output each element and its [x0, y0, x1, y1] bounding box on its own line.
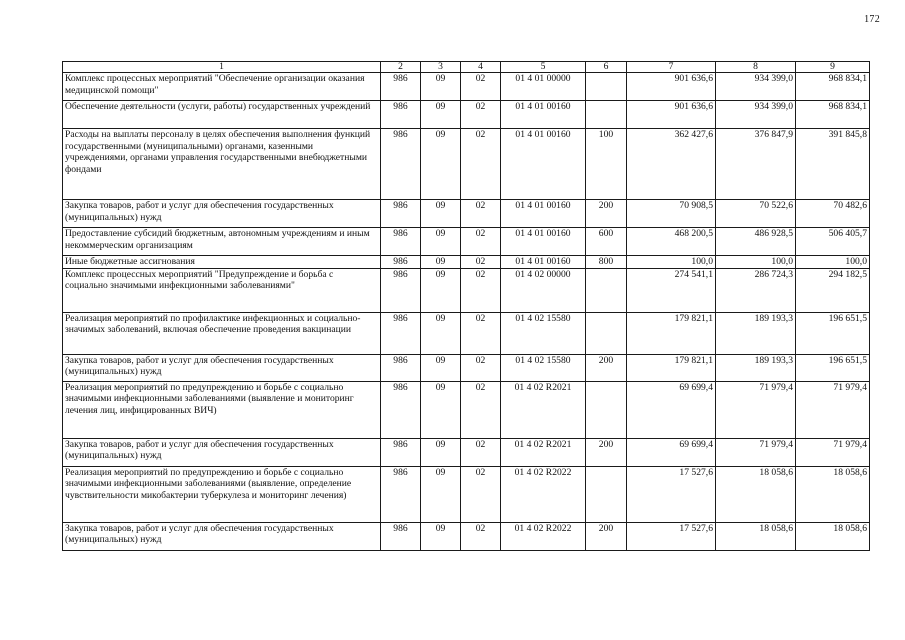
table-row [63, 256, 870, 269]
row-amount-year3-cell: 391 845,8 [796, 129, 870, 200]
row-code-gov-cell: 986 [381, 381, 421, 438]
row-amount-year2-cell: 70 522,6 [716, 200, 796, 228]
row-amount-year2-cell: 376 847,9 [716, 129, 796, 200]
row-subsection-cell: 02 [461, 522, 501, 550]
row-amount-year3-cell: 968 834,1 [796, 73, 870, 101]
table-row [63, 101, 870, 129]
table-row [63, 438, 870, 466]
row-code-gov-cell: 986 [381, 200, 421, 228]
table-row [63, 129, 870, 200]
row-amount-year2-cell: 18 058,6 [716, 466, 796, 522]
table-row [63, 381, 870, 438]
row-code-gov-cell: 986 [381, 101, 421, 129]
row-amount-year2-cell: 18 058,6 [716, 522, 796, 550]
row-amount-year3-cell: 196 651,5 [796, 354, 870, 381]
row-amount-year2-cell: 934 399,0 [716, 101, 796, 129]
header-cell-6: 6 [586, 62, 627, 73]
row-amount-year1-cell: 901 636,6 [627, 101, 716, 129]
row-amount-year1-cell: 17 527,6 [627, 466, 716, 522]
row-code-gov-cell: 986 [381, 466, 421, 522]
row-amount-year1-cell: 70 908,5 [627, 200, 716, 228]
row-amount-year3-cell: 196 651,5 [796, 312, 870, 354]
row-expense-type-cell: 200 [586, 200, 627, 228]
row-section-cell: 09 [421, 438, 461, 466]
header-cell-8: 8 [716, 62, 796, 73]
row-description-cell: Закупка товаров, работ и услуг для обеспечения государственных (муниципальных) нужд [63, 200, 381, 228]
row-subsection-cell: 02 [461, 101, 501, 129]
row-expense-type-cell: 200 [586, 438, 627, 466]
row-expense-type-cell: 100 [586, 129, 627, 200]
table-row [63, 73, 870, 101]
row-expense-type-cell [586, 268, 627, 312]
page-number: 172 [864, 14, 880, 25]
row-code-gov-cell: 986 [381, 129, 421, 200]
row-section-cell: 09 [421, 268, 461, 312]
row-amount-year2-cell: 934 399,0 [716, 73, 796, 101]
row-description-cell: Иные бюджетные ассигнования [63, 256, 381, 269]
row-description-cell: Комплекс процессных мероприятий "Предупреждение и борьба с социально значимыми инфекционными заболеваниями" [63, 268, 381, 312]
row-description-cell: Закупка товаров, работ и услуг для обеспечения государственных (муниципальных) нужд [63, 522, 381, 550]
row-amount-year2-cell: 100,0 [716, 256, 796, 269]
budget-table [62, 61, 870, 551]
row-subsection-cell: 02 [461, 268, 501, 312]
row-expense-type-cell [586, 466, 627, 522]
row-amount-year1-cell: 100,0 [627, 256, 716, 269]
row-target-article-cell: 01 4 02 R2021 [501, 438, 586, 466]
row-amount-year3-cell: 18 058,6 [796, 522, 870, 550]
row-subsection-cell: 02 [461, 312, 501, 354]
row-subsection-cell: 02 [461, 129, 501, 200]
row-amount-year3-cell: 70 482,6 [796, 200, 870, 228]
row-section-cell: 09 [421, 354, 461, 381]
row-target-article-cell: 01 4 01 00160 [501, 228, 586, 256]
row-amount-year2-cell: 189 193,3 [716, 354, 796, 381]
row-target-article-cell: 01 4 02 00000 [501, 268, 586, 312]
row-code-gov-cell: 986 [381, 438, 421, 466]
row-amount-year1-cell: 17 527,6 [627, 522, 716, 550]
row-amount-year1-cell: 362 427,6 [627, 129, 716, 200]
header-cell-1: 1 [63, 62, 381, 73]
table-row [63, 200, 870, 228]
row-amount-year1-cell: 274 541,1 [627, 268, 716, 312]
row-code-gov-cell: 986 [381, 522, 421, 550]
row-expense-type-cell: 800 [586, 256, 627, 269]
table-row [63, 466, 870, 522]
row-section-cell: 09 [421, 522, 461, 550]
row-expense-type-cell [586, 381, 627, 438]
row-code-gov-cell: 986 [381, 73, 421, 101]
header-cell-4: 4 [461, 62, 501, 73]
row-subsection-cell: 02 [461, 438, 501, 466]
header-cell-9: 9 [796, 62, 870, 73]
row-code-gov-cell: 986 [381, 256, 421, 269]
row-section-cell: 09 [421, 256, 461, 269]
header-cell-2: 2 [381, 62, 421, 73]
row-description-cell: Закупка товаров, работ и услуг для обеспечения государственных (муниципальных) нужд [63, 354, 381, 381]
row-code-gov-cell: 986 [381, 354, 421, 381]
row-subsection-cell: 02 [461, 354, 501, 381]
row-target-article-cell: 01 4 02 R2022 [501, 522, 586, 550]
row-target-article-cell: 01 4 02 R2021 [501, 381, 586, 438]
row-target-article-cell: 01 4 01 00160 [501, 256, 586, 269]
header-row [63, 62, 870, 73]
row-amount-year1-cell: 468 200,5 [627, 228, 716, 256]
row-description-cell: Обеспечение деятельности (услуги, работы) государственных учреждений [63, 101, 381, 129]
row-section-cell: 09 [421, 228, 461, 256]
row-amount-year3-cell: 71 979,4 [796, 438, 870, 466]
row-expense-type-cell: 600 [586, 228, 627, 256]
row-amount-year2-cell: 486 928,5 [716, 228, 796, 256]
row-expense-type-cell [586, 73, 627, 101]
row-description-cell: Реализация мероприятий по предупреждению и борьбе с социально значимыми инфекционными заболеваниями (выявление, определение чувствительности микобактерии туберкулеза и мониторинг лечения) [63, 466, 381, 522]
row-subsection-cell: 02 [461, 228, 501, 256]
row-amount-year3-cell: 100,0 [796, 256, 870, 269]
header-cell-7: 7 [627, 62, 716, 73]
row-section-cell: 09 [421, 466, 461, 522]
row-amount-year3-cell: 294 182,5 [796, 268, 870, 312]
row-expense-type-cell: 200 [586, 354, 627, 381]
row-section-cell: 09 [421, 312, 461, 354]
row-description-cell: Комплекс процессных мероприятий "Обеспечение организации оказания медицинской помощи" [63, 73, 381, 101]
row-target-article-cell: 01 4 02 R2022 [501, 466, 586, 522]
row-subsection-cell: 02 [461, 381, 501, 438]
row-amount-year2-cell: 71 979,4 [716, 381, 796, 438]
row-amount-year2-cell: 286 724,3 [716, 268, 796, 312]
row-target-article-cell: 01 4 01 00000 [501, 73, 586, 101]
table-row [63, 522, 870, 550]
row-target-article-cell: 01 4 01 00160 [501, 129, 586, 200]
row-section-cell: 09 [421, 101, 461, 129]
row-expense-type-cell [586, 312, 627, 354]
row-amount-year3-cell: 18 058,6 [796, 466, 870, 522]
row-amount-year1-cell: 179 821,1 [627, 354, 716, 381]
row-description-cell: Закупка товаров, работ и услуг для обеспечения государственных (муниципальных) нужд [63, 438, 381, 466]
header-cell-5: 5 [501, 62, 586, 73]
row-target-article-cell: 01 4 01 00160 [501, 101, 586, 129]
row-amount-year3-cell: 506 405,7 [796, 228, 870, 256]
header-cell-3: 3 [421, 62, 461, 73]
table-row [63, 268, 870, 312]
row-amount-year3-cell: 71 979,4 [796, 381, 870, 438]
row-code-gov-cell: 986 [381, 268, 421, 312]
table-row [63, 354, 870, 381]
row-amount-year1-cell: 69 699,4 [627, 438, 716, 466]
row-section-cell: 09 [421, 381, 461, 438]
row-target-article-cell: 01 4 02 15580 [501, 312, 586, 354]
table-body [63, 73, 870, 551]
row-amount-year2-cell: 71 979,4 [716, 438, 796, 466]
row-expense-type-cell: 200 [586, 522, 627, 550]
row-subsection-cell: 02 [461, 466, 501, 522]
row-subsection-cell: 02 [461, 73, 501, 101]
row-expense-type-cell [586, 101, 627, 129]
row-subsection-cell: 02 [461, 200, 501, 228]
row-amount-year2-cell: 189 193,3 [716, 312, 796, 354]
row-code-gov-cell: 986 [381, 228, 421, 256]
row-subsection-cell: 02 [461, 256, 501, 269]
row-section-cell: 09 [421, 73, 461, 101]
row-section-cell: 09 [421, 129, 461, 200]
row-amount-year1-cell: 69 699,4 [627, 381, 716, 438]
row-description-cell: Предоставление субсидий бюджетным, автономным учреждениям и иным некоммерческим организациям [63, 228, 381, 256]
row-section-cell: 09 [421, 200, 461, 228]
row-target-article-cell: 01 4 02 15580 [501, 354, 586, 381]
row-description-cell: Реализация мероприятий по предупреждению и борьбе с социально значимыми инфекционными заболеваниями (выявление и мониторинг лечения лиц, инфицированных ВИЧ) [63, 381, 381, 438]
row-amount-year1-cell: 901 636,6 [627, 73, 716, 101]
row-description-cell: Реализация мероприятий по профилактике инфекционных и социально-значимых заболеваний, включая обеспечение проведения вакцинации [63, 312, 381, 354]
table-row [63, 312, 870, 354]
row-code-gov-cell: 986 [381, 312, 421, 354]
row-amount-year3-cell: 968 834,1 [796, 101, 870, 129]
row-description-cell: Расходы на выплаты персоналу в целях обеспечения выполнения функций государственными (муниципальными) органами, казенными учреждениями, органами управления государственными внебюджетными фондами [63, 129, 381, 200]
row-target-article-cell: 01 4 01 00160 [501, 200, 586, 228]
table-row [63, 228, 870, 256]
row-amount-year1-cell: 179 821,1 [627, 312, 716, 354]
